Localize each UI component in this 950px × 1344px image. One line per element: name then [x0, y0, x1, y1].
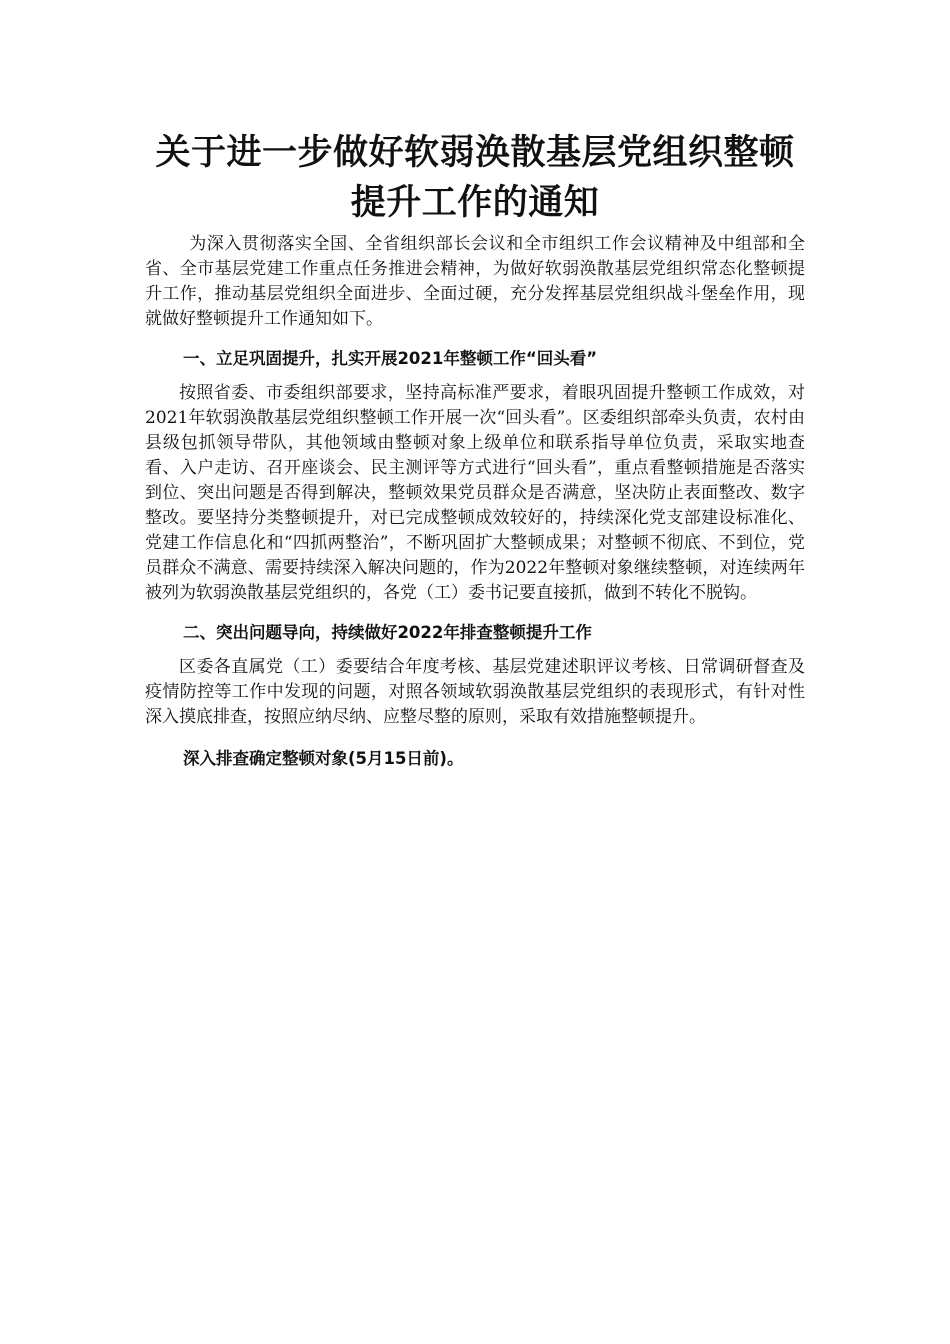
- section-2-body: 区委各直属党（工）委要结合年度考核、基层党建述职评议考核、日常调研督查及疫情防控等工作中发现的问题，对照各领域软弱涣散基层党组织的表现形式，有针对性深入摸底排查，按照应纳尽纳、应整尽整的原则，采取有效措施整顿提升。: [145, 657, 805, 727]
- title-line-2: 提升工作的通知: [350, 183, 600, 223]
- section-1-body: 按照省委、市委组织部要求，坚持高标准严要求，着眼巩固提升整顿工作成效，对2021年软弱涣散基层党组织整顿工作开展一次“回头看”。区委组织部牵头负责，农村由县级包抓领导带队，其他领域由整顿对象上级单位和联系指导单位负责，采取实地查看、入户走访、召开座谈会、民主测评等方式进行“回头看”，重点看整顿措施是否落实到位、突出问题是否得到解决，整顿效果党员群众是否满意，坚决防止表面整改、数字整改。要坚持分类整顿提升，对已完成整顿成效较好的，持续深化党支部建设标准化、党建工作信息化和“四抓两整治”，不断巩固扩大整顿成果；对整顿不彻底、不到位，党员群众不满意、需要持续深入解决问题的，作为2022年整顿对象继续整顿，对连续两年被列为软弱涣散基层党组织的，各党（工）委书记要直接抓，做到不转化不脱钩。: [145, 383, 805, 603]
- document-page: [145, 128, 805, 781]
- subsection-heading: 深入排查确定整顿对象(5月15日前)。: [182, 749, 464, 768]
- section-2-heading: 二、突出问题导向，持续做好2022年排查整顿提升工作: [182, 623, 592, 642]
- intro-paragraph: 为深入贯彻落实全国、全省组织部长会议和全市组织工作会议精神及中组部和全省、全市基层党建工作重点任务推进会精神，为做好软弱涣散基层党组织常态化整顿提升工作，推动基层党组织全面进步、全面过硬，充分发挥基层党组织战斗堡垒作用，现就做好整顿提升工作通知如下。: [145, 234, 805, 329]
- section-1-heading: 一、立足巩固提升，扎实开展2021年整顿工作“回头看”: [182, 349, 598, 368]
- title-line-1: 关于进一步做好软弱涣散基层党组织整顿: [155, 133, 795, 173]
- document-title: [125, 128, 825, 228]
